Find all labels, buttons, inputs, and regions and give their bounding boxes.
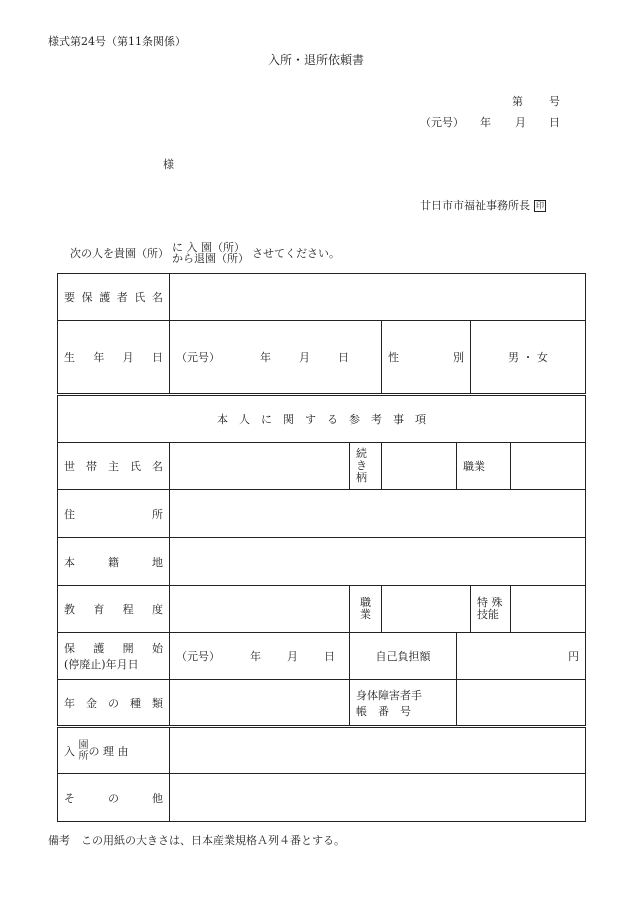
sex-options[interactable]: 男 ・ 女 [471,321,586,395]
address-field[interactable] [170,490,586,538]
prot-month: 月 [287,650,298,663]
reason-choice [79,740,89,762]
form-number: 様式第24号（第11条関係） [48,35,186,48]
date-era: （元号） [420,116,464,129]
birth-month: 月 [299,351,310,364]
request-suffix: させてください。 [252,247,340,260]
handbook-label-1: 身体障害者手 [356,688,422,702]
prot-day: 日 [324,650,335,663]
reason-post: の 理 由 [88,744,129,758]
birthdate-field[interactable] [170,321,382,395]
issuer [420,197,546,213]
protection-date-field[interactable] [170,633,350,680]
protection-start-label-1: 保護開始 [64,642,163,655]
education-label: 教育程度 [58,586,170,633]
other-field[interactable] [170,774,586,822]
handbook-label [350,680,457,727]
request-options [172,242,249,264]
domicile-label: 本 籍 地 [58,538,170,586]
relation-label [350,443,382,490]
page-title: 入所・退所依頼書 [268,53,365,67]
household-head-label: 世帯主氏名 [58,443,170,490]
issuer-name: 廿日市市福祉事務所長 [420,199,530,212]
occupation-label: 職業 [457,443,511,490]
date-day: 日 [549,116,560,129]
guardian-name-label: 要保護者氏名 [58,274,170,321]
birth-era: （元号） [176,351,220,364]
date-month: 月 [515,116,526,129]
reason-label [58,727,170,774]
reason-bottom: 所 [78,750,89,762]
relation-label-2: 柄 [356,471,367,484]
occupation2-field[interactable] [382,586,471,633]
other-label: そ の 他 [58,774,170,822]
skill-label-2: 技能 [477,608,499,621]
pension-type-label: 年金の種類 [58,680,170,727]
skill-field[interactable] [511,586,586,633]
reason-pre: 入 [64,744,75,758]
skill-label-1: 特 殊 [477,596,503,609]
handbook-label-2: 帳 番 号 [356,704,411,718]
addressee-suffix: 様 [163,158,174,171]
household-head-field[interactable] [170,443,350,490]
birthdate-label: 生 年 月 日 [58,321,170,395]
form-table [57,273,586,822]
yen-unit: 円 [568,650,580,663]
protection-start-label [58,633,170,680]
birth-day: 日 [338,351,349,364]
domicile-field[interactable] [170,538,586,586]
request-sentence [70,242,340,264]
occupation2-label [350,586,382,633]
handbook-field[interactable] [457,680,586,727]
request-option-enter: に 入 園（所） [172,241,245,254]
guardian-name-field[interactable] [170,274,586,321]
request-prefix: 次の人を貴園（所） [70,247,169,260]
sex-label: 性 別 [382,321,471,395]
relation-field[interactable] [382,443,457,490]
prot-year: 年 [250,650,261,663]
seal-stamp: 印 [536,201,544,210]
skill-label [471,586,511,633]
footnote: 備考 この用紙の大きさは、日本産業規格Ａ列４番とする。 [48,834,345,847]
self-burden-label: 自己負担額 [350,633,457,680]
doc-number-dai: 第 [512,95,523,108]
reason-field[interactable] [170,727,586,774]
prot-era: （元号） [176,650,220,663]
relation-label-1: 続 き [356,447,367,472]
protection-start-label-2: (停廃止)年月日 [64,658,139,671]
self-burden-field[interactable] [457,633,586,680]
birth-year: 年 [260,351,271,364]
date-year: 年 [480,116,491,129]
request-option-leave: から退園（所） [172,252,249,265]
occupation2-label-1: 職 [360,596,371,609]
address-label: 住 所 [58,490,170,538]
pension-type-field[interactable] [170,680,350,727]
section-title: 本 人 に 関 す る 参 考 事 項 [58,395,586,443]
doc-number-go: 号 [549,95,560,108]
reason-top: 園 [78,739,89,751]
occupation-field[interactable] [511,443,586,490]
occupation2-label-2: 業 [360,608,371,621]
education-field[interactable] [170,586,350,633]
